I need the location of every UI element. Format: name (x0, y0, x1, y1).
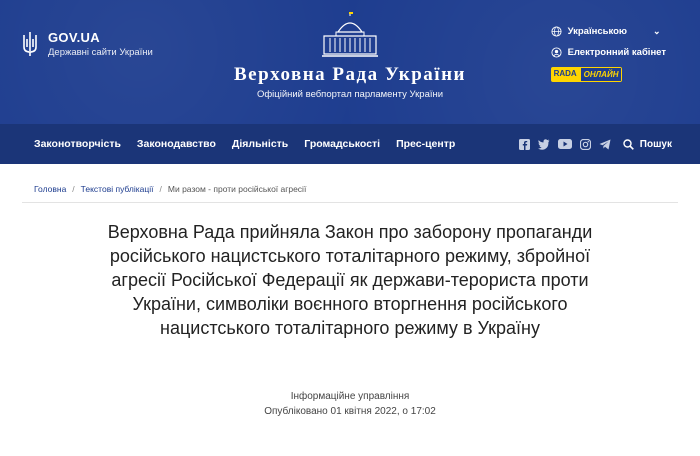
divider (22, 202, 678, 203)
site-header (0, 0, 700, 124)
chevron-down-icon: ⌄ (653, 26, 661, 36)
twitter-icon[interactable] (538, 139, 550, 150)
parliament-building-icon (320, 10, 380, 58)
youtube-icon[interactable] (558, 139, 572, 149)
nav-item-public[interactable]: Громадськості (304, 138, 381, 150)
rada-online-part1: RADA (551, 67, 580, 82)
breadcrumb-current: Ми разом - проти російської агресії (167, 184, 307, 194)
article-published-date: Опубліковано 01 квітня 2022, о 17:02 (264, 406, 436, 417)
nav-item-press-center[interactable]: Прес-центр (396, 138, 456, 150)
globe-icon (551, 26, 562, 37)
rada-online-part2: ОНЛАЙН (580, 67, 623, 82)
main-navigation (0, 124, 700, 164)
breadcrumb (34, 184, 306, 194)
article-title: Верховна Рада прийняла Закон про заборону пропаганди російського нацистського тоталітарного режиму, збройної агресії Російської Федерації як держави-терориста проти України, символіки воєнного вторгнення російського нацистського тоталітарного режиму в Україну (107, 222, 593, 338)
facebook-icon[interactable] (519, 139, 530, 150)
cabinet-label: Електронний кабінет (567, 47, 666, 58)
site-subtitle: Офіційний вебпортал парламенту України (256, 89, 444, 100)
breadcrumb-separator: / (72, 184, 75, 194)
breadcrumb-separator: / (159, 184, 162, 194)
cabinet-link[interactable] (551, 47, 666, 58)
search-label[interactable]: Пошук (639, 138, 672, 150)
search-icon[interactable] (623, 139, 634, 150)
nav-item-lawmaking[interactable]: Законотворчість (34, 138, 121, 150)
nav-item-activity[interactable]: Діяльність (231, 138, 289, 150)
language-selector[interactable] (551, 26, 666, 37)
nav-item-legislation[interactable]: Законодавство (136, 138, 216, 150)
language-label: Українською (567, 26, 628, 37)
gov-ua-caption: Державні сайти України (48, 47, 153, 58)
breadcrumb-text-publications[interactable]: Текстові публікації (80, 184, 154, 194)
article-author: Інформаційне управління (290, 391, 410, 402)
telegram-icon[interactable] (599, 139, 611, 150)
instagram-icon[interactable] (580, 139, 591, 150)
breadcrumb-home[interactable]: Головна (34, 184, 67, 194)
gov-ua-name: GOV.UA (48, 30, 100, 45)
site-title: Верховна Рада України (234, 64, 466, 85)
user-icon (551, 47, 562, 58)
rada-online-button[interactable] (551, 67, 623, 82)
